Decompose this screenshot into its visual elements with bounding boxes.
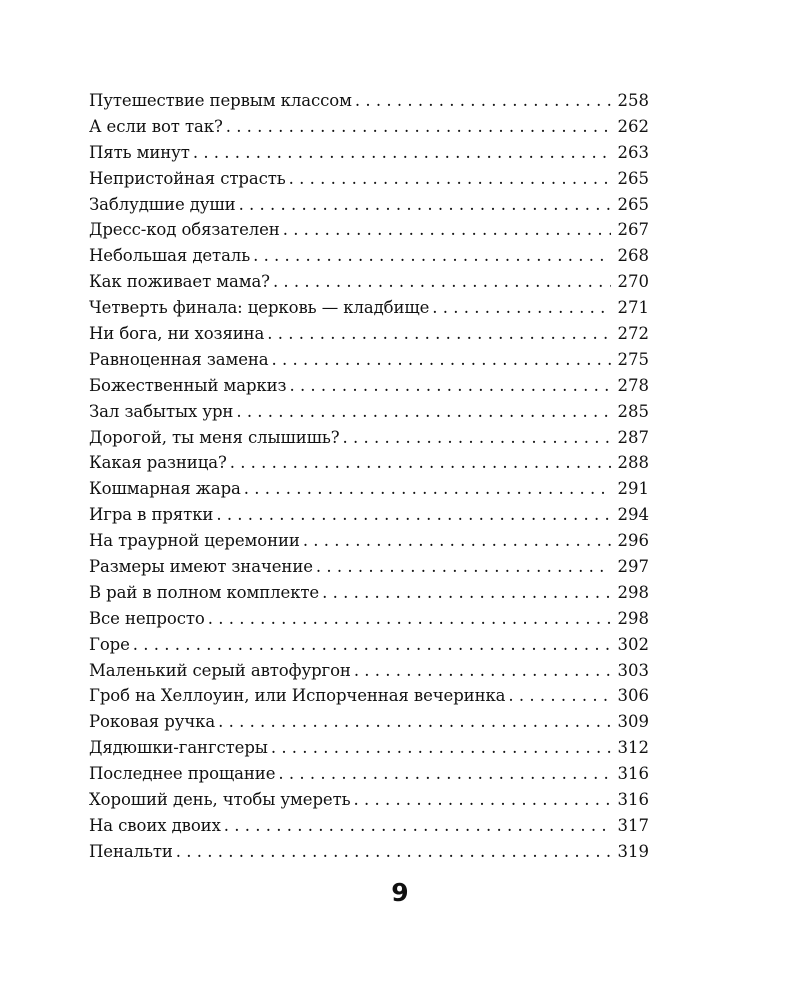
- toc-entry-page: 309: [617, 712, 649, 732]
- toc-entry-page: 278: [617, 375, 649, 395]
- toc-entry-title: Гроб на Хеллоуин, или Испорченная вечеринка: [89, 686, 506, 706]
- toc-dot-leader: [224, 813, 611, 839]
- toc-dot-leader: [253, 243, 611, 269]
- toc-entry-title: Роковая ручка: [89, 712, 216, 732]
- toc-entry: [89, 632, 649, 658]
- toc-dot-leader: [208, 606, 611, 632]
- toc-entry-page: 294: [617, 505, 649, 525]
- toc-entry: [89, 502, 649, 528]
- toc-entry-page: 298: [617, 608, 649, 628]
- toc-entry-page: 319: [617, 841, 649, 861]
- toc-entry: [89, 476, 649, 502]
- toc-entry: [89, 217, 649, 243]
- toc-entry: [89, 683, 649, 709]
- toc-entry-page: 302: [617, 634, 649, 654]
- toc-dot-leader: [239, 192, 611, 218]
- toc-dot-leader: [354, 658, 611, 684]
- toc-entry-title: Как поживает мама?: [89, 272, 270, 292]
- toc-dot-leader: [216, 502, 611, 528]
- toc-entry: [89, 373, 649, 399]
- toc-entry-title: Зал забытых урн: [89, 401, 234, 421]
- toc-entry: [89, 192, 649, 218]
- toc-entry-page: 268: [617, 246, 649, 266]
- toc-dot-leader: [289, 166, 611, 192]
- toc-entry-page: 312: [617, 738, 649, 758]
- toc-entry-page: 303: [617, 660, 649, 680]
- toc-dot-leader: [230, 450, 611, 476]
- toc-dot-leader: [244, 476, 611, 502]
- toc-entry-page: 297: [617, 557, 649, 577]
- toc-entry-page: 267: [617, 220, 649, 240]
- toc-dot-leader: [353, 787, 611, 813]
- toc-entry: [89, 243, 649, 269]
- toc-entry: [89, 321, 649, 347]
- table-of-contents: [89, 88, 649, 865]
- toc-dot-leader: [508, 683, 611, 709]
- toc-dot-leader: [267, 321, 611, 347]
- toc-entry: [89, 425, 649, 451]
- toc-entry-page: 265: [617, 194, 649, 214]
- toc-dot-leader: [271, 735, 611, 761]
- toc-entry: [89, 735, 649, 761]
- toc-entry: [89, 114, 649, 140]
- toc-dot-leader: [278, 761, 611, 787]
- toc-dot-leader: [316, 554, 611, 580]
- toc-entry-title: Кошмарная жара: [89, 479, 241, 499]
- toc-entry-page: 272: [617, 324, 649, 344]
- toc-entry-title: Четверть финала: церковь — кладбище: [89, 298, 430, 318]
- toc-entry: [89, 399, 649, 425]
- toc-entry: [89, 554, 649, 580]
- toc-entry-title: Маленький серый автофургон: [89, 660, 351, 680]
- toc-entry-title: А если вот так?: [89, 116, 223, 136]
- toc-entry: [89, 658, 649, 684]
- toc-entry-page: 296: [617, 531, 649, 551]
- toc-entry-title: Равноценная замена: [89, 349, 269, 369]
- toc-entry: [89, 709, 649, 735]
- toc-entry-title: Пенальти: [89, 841, 173, 861]
- toc-entry: [89, 347, 649, 373]
- toc-entry-title: Божественный маркиз: [89, 375, 287, 395]
- toc-dot-leader: [322, 580, 611, 606]
- page-number: 9: [391, 878, 409, 907]
- toc-entry-title: Непристойная страсть: [89, 168, 286, 188]
- toc-entry-title: Последнее прощание: [89, 764, 276, 784]
- toc-dot-leader: [303, 528, 611, 554]
- toc-dot-leader: [343, 425, 611, 451]
- toc-entry-title: Дресс-код обязателен: [89, 220, 280, 240]
- toc-entry-page: 288: [617, 453, 649, 473]
- toc-dot-leader: [176, 839, 611, 865]
- toc-entry-page: 263: [617, 142, 649, 162]
- toc-entry: [89, 88, 649, 114]
- toc-dot-leader: [289, 373, 611, 399]
- toc-entry-title: Горе: [89, 634, 130, 654]
- toc-dot-leader: [272, 347, 612, 373]
- toc-dot-leader: [355, 88, 611, 114]
- toc-dot-leader: [226, 114, 611, 140]
- toc-entry: [89, 166, 649, 192]
- toc-entry-title: Путешествие первым классом: [89, 91, 352, 110]
- toc-entry-title: Все непросто: [89, 608, 205, 628]
- toc-entry-title: На траурной церемонии: [89, 531, 300, 551]
- toc-entry-title: Заблудшие души: [89, 194, 236, 214]
- toc-entry: [89, 269, 649, 295]
- toc-entry-title: Дорогой, ты меня слышишь?: [89, 427, 340, 447]
- toc-entry-title: Хороший день, чтобы умереть: [89, 790, 351, 810]
- toc-entry-title: На своих двоих: [89, 815, 221, 835]
- toc-entry: [89, 761, 649, 787]
- toc-entry-title: Пять минут: [89, 142, 190, 162]
- toc-entry-page: 262: [617, 116, 649, 136]
- toc-entry: [89, 528, 649, 554]
- toc-entry-page: 271: [617, 298, 649, 318]
- toc-entry-page: 316: [617, 764, 649, 784]
- toc-entry: [89, 606, 649, 632]
- toc-dot-leader: [273, 269, 611, 295]
- toc-entry-page: 298: [617, 582, 649, 602]
- toc-dot-leader: [283, 217, 611, 243]
- toc-entry-page: 316: [617, 790, 649, 810]
- toc-entry: [89, 295, 649, 321]
- toc-entry-page: 291: [617, 479, 649, 499]
- toc-entry-page: 287: [617, 427, 649, 447]
- toc-entry-title: Ни бога, ни хозяина: [89, 324, 265, 344]
- toc-dot-leader: [193, 140, 611, 166]
- toc-entry-title: В рай в полном комплекте: [89, 582, 320, 602]
- toc-entry-title: Дядюшки-гангстеры: [89, 738, 268, 758]
- toc-entry-page: 317: [617, 815, 649, 835]
- toc-entry-page: 306: [617, 686, 649, 706]
- toc-entry: [89, 813, 649, 839]
- toc-entry: [89, 450, 649, 476]
- toc-dot-leader: [133, 632, 611, 658]
- toc-dot-leader: [236, 399, 611, 425]
- toc-entry: [89, 580, 649, 606]
- toc-entry: [89, 787, 649, 813]
- toc-entry-page: 258: [617, 91, 649, 110]
- toc-entry-title: Размеры имеют значение: [89, 557, 313, 577]
- toc-entry-page: 275: [617, 349, 649, 369]
- toc-entry-page: 270: [617, 272, 649, 292]
- toc-dot-leader: [432, 295, 611, 321]
- toc-entry: [89, 140, 649, 166]
- toc-entry-page: 285: [617, 401, 649, 421]
- toc-entry-title: Какая разница?: [89, 453, 227, 473]
- toc-entry-title: Небольшая деталь: [89, 246, 251, 266]
- toc-entry: [89, 839, 649, 865]
- toc-entry-page: 265: [617, 168, 649, 188]
- toc-dot-leader: [218, 709, 611, 735]
- toc-entry-title: Игра в прятки: [89, 505, 214, 525]
